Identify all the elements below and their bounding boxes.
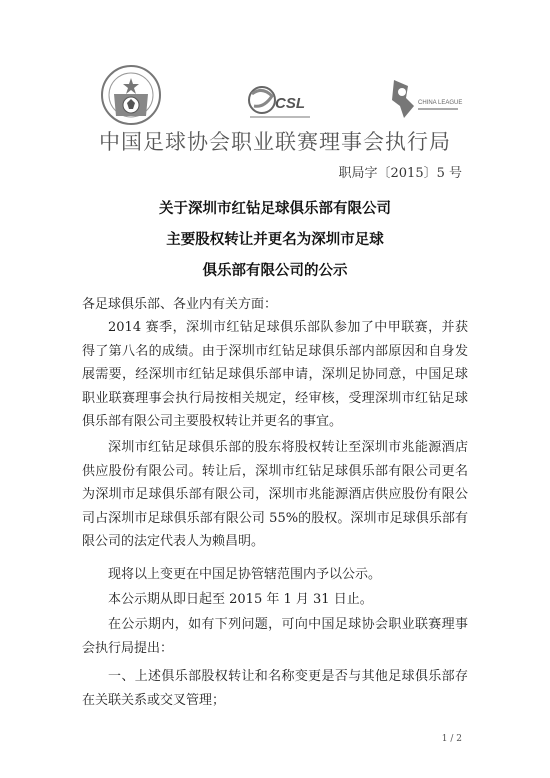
- svg-text:CHINA LEAGUE: CHINA LEAGUE: [418, 100, 463, 106]
- page-number: 1 / 2: [441, 734, 462, 744]
- csl-logo-icon: [246, 82, 316, 122]
- china-league-logo-icon: [386, 76, 466, 122]
- cfa-emblem-icon: [100, 64, 162, 126]
- headline-line-1: 关于深圳市红钻足球俱乐部有限公司: [159, 200, 391, 217]
- paragraph-item-1: 一、上述俱乐部股权转让和名称变更是否与其他足球俱乐部存在关联关系或交叉管理；: [82, 669, 468, 708]
- logo-row: [0, 64, 550, 128]
- paragraph-transfer: 深圳市红钻足球俱乐部的股东将股权转让至深圳市兆能源酒店供应股份有限公司。转让后，深圳市红钻足球俱乐部有限公司更名为深圳市足球俱乐部有限公司，深圳市兆能源酒店供应股份有限公司占深圳市足球俱乐部有限公司 55%的股权。深圳市足球俱乐部有限公司的法定代表人为赖昌明。: [82, 440, 468, 549]
- svg-text:CSL: CSL: [275, 95, 305, 112]
- paragraph-objections: 在公示期内，如有下列问题，可向中国足球协会职业联赛理事会执行局提出：: [82, 617, 468, 656]
- paragraph-background: 2014 赛季，深圳市红钻足球俱乐部队参加了中甲联赛，并获得了第八名的成绩。由于深圳市红钻足球俱乐部内部原因和自身发展需要，经深圳市红钻足球俱乐部申请，深圳足协同意，中国足球职业联赛理事会执行局按相关规定，经审核，受理深圳市红钻足球俱乐部有限公司主要股权转让并更名的事宜。: [82, 320, 468, 429]
- org-title: 中国足球协会职业联赛理事会执行局: [99, 130, 451, 154]
- headline-line-3: 俱乐部有限公司的公示: [202, 262, 348, 279]
- document-number: 职局字〔2015〕5 号: [338, 166, 462, 181]
- paragraph-announcement: 现将以上变更在中国足协管辖范围内予以公示。: [108, 567, 382, 582]
- salutation: 各足球俱乐部、各业内有关方面：: [82, 297, 278, 312]
- paragraph-period: 本公示期从即日起至 2015 年 1 月 31 日止。: [108, 592, 373, 607]
- headline-line-2: 主要股权转让并更名为深圳市足球: [166, 231, 384, 248]
